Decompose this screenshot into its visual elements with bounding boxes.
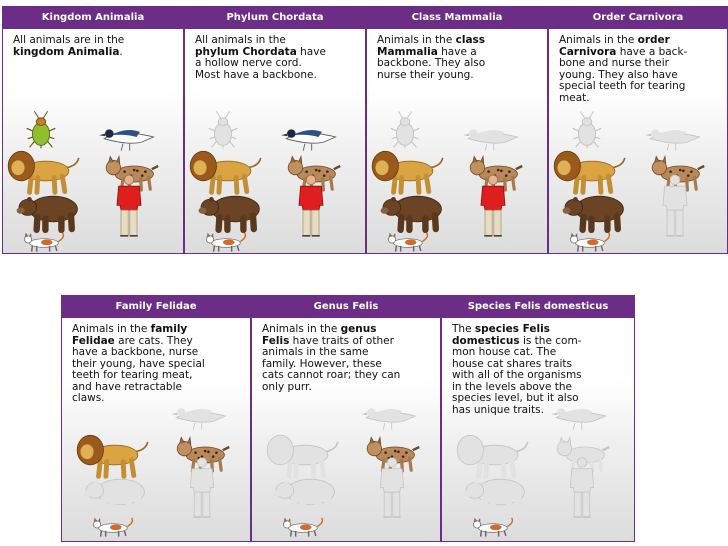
panel-title: Family Felidae — [62, 296, 250, 318]
panel-family-felidae — [61, 295, 251, 542]
bear-icon — [84, 479, 145, 513]
bird-icon — [171, 408, 225, 429]
house-cat-icon — [283, 518, 322, 537]
lion-icon — [457, 435, 528, 476]
panel-title: Phylum Chordata — [185, 7, 365, 29]
animal-illustrations — [62, 318, 250, 542]
panel-species-felis-domesticus — [441, 295, 635, 542]
description-text: The — [452, 323, 475, 335]
bobcat-icon — [288, 156, 340, 190]
panel-body — [367, 29, 547, 253]
panel-title: Kingdom Animalia — [3, 7, 183, 29]
bird-icon — [361, 408, 415, 429]
taxon-name: order Carnivora — [559, 34, 670, 58]
panel-kingdom-animalia — [2, 6, 184, 254]
description-text: have traits of other animals in the same family. However, these cats cannot roar; they can only purr. — [262, 334, 401, 393]
bear-icon — [199, 196, 260, 230]
bug-icon — [391, 111, 420, 148]
panel-phylum-chordata — [184, 6, 366, 254]
panel-body — [252, 318, 440, 541]
description-text: Animals in the — [72, 323, 151, 335]
panel-title: Order Carnivora — [549, 7, 727, 29]
panel-title: Species Felis domesticus — [442, 296, 634, 318]
bear-icon — [563, 196, 624, 230]
description-text: are cats. They have a backbone, nurse their young, have special teeth for tearing meat, and have retractable claws. — [72, 334, 205, 404]
description-text: All animals in the — [195, 34, 286, 46]
bear-icon — [381, 196, 442, 230]
panel-order-carnivora — [548, 6, 728, 254]
bird-icon — [463, 129, 517, 150]
taxon-name: class Mammalia — [377, 34, 486, 58]
bear-icon — [274, 479, 335, 513]
animal-illustrations — [367, 29, 547, 254]
panel-body — [549, 29, 727, 253]
bug-icon — [209, 111, 238, 148]
house-cat-icon — [473, 518, 512, 537]
bobcat-icon — [470, 156, 522, 190]
bird-icon — [99, 129, 153, 150]
description-text: have a backbone. They also nurse their young. — [377, 45, 486, 81]
taxon-name: species Felis domesticus — [452, 323, 550, 347]
panel-title: Class Mammalia — [367, 7, 547, 29]
bird-icon — [281, 129, 335, 150]
bobcat-icon — [106, 156, 158, 190]
bird-icon — [551, 408, 605, 429]
description-text: Animals in the — [377, 34, 456, 46]
house-cat-icon — [570, 233, 609, 252]
house-cat-icon — [24, 233, 63, 252]
description-text: All animals are in the — [13, 34, 125, 46]
human-icon — [481, 175, 505, 236]
lion-icon — [554, 151, 625, 192]
description-text: Animals in the — [262, 323, 341, 335]
description-text: have a back- bone and nurse their young. They also have special teeth for tearing meat. — [559, 45, 688, 104]
lion-icon — [372, 151, 443, 192]
lion-icon — [267, 435, 338, 476]
description-text: . — [119, 45, 123, 58]
panel-body — [442, 318, 634, 541]
house-cat-icon — [93, 518, 132, 537]
house-cat-icon — [388, 233, 427, 252]
bobcat-icon — [652, 156, 704, 190]
animal-illustrations — [3, 29, 183, 254]
description-text: is the com- mon house cat. The house cat shares traits with all of the organisms in the levels above the species level, but it also has unique traits. — [452, 334, 582, 416]
human-icon — [299, 175, 323, 236]
lion-icon — [190, 151, 261, 192]
human-icon — [663, 175, 687, 236]
animal-illustrations — [252, 318, 440, 542]
panel-genus-felis — [251, 295, 441, 542]
animal-illustrations — [549, 29, 727, 254]
bug-icon — [27, 111, 56, 148]
panel-body — [62, 318, 250, 541]
taxon-name: phylum Chordata — [195, 45, 297, 58]
panel-body — [185, 29, 365, 253]
lion-icon — [8, 151, 79, 192]
bear-icon — [17, 196, 78, 230]
taxon-name: family Felidae — [72, 323, 188, 347]
taxon-name: genus Felis — [262, 323, 377, 347]
panel-body — [3, 29, 183, 253]
lion-icon — [77, 435, 148, 476]
taxon-name: kingdom Animalia — [13, 45, 120, 58]
panel-title: Genus Felis — [252, 296, 440, 318]
panel-class-mammalia — [366, 6, 548, 254]
house-cat-icon — [206, 233, 245, 252]
description-text: have a hollow nerve cord. Most have a backbone. — [195, 45, 326, 81]
bug-icon — [573, 111, 602, 148]
animal-illustrations — [185, 29, 365, 254]
bear-icon — [464, 479, 525, 513]
animal-illustrations — [442, 318, 634, 542]
human-icon — [117, 175, 141, 236]
description-text: Animals in the — [559, 34, 638, 46]
bird-icon — [645, 129, 699, 150]
